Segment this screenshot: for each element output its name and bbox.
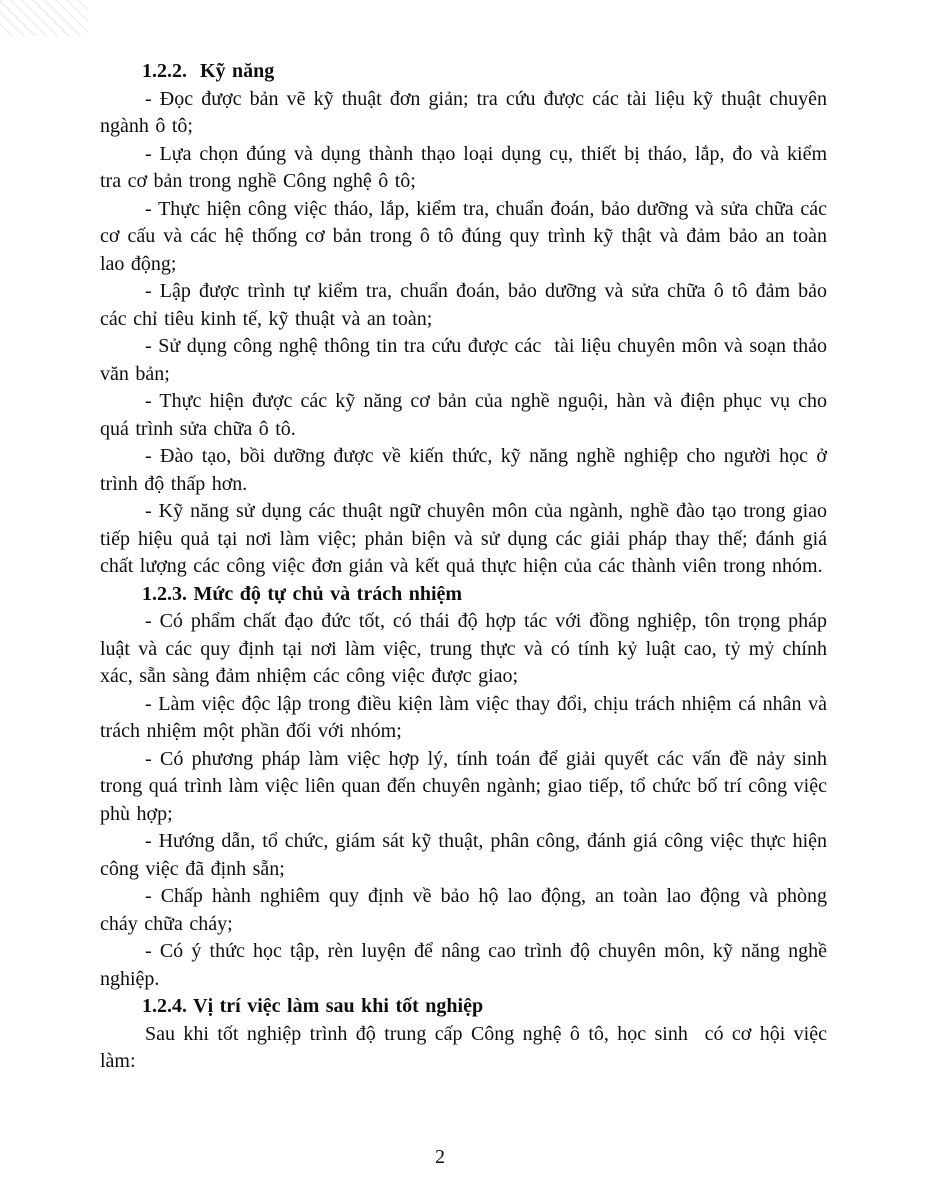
scan-artifact [0,0,88,36]
paragraph: - Đào tạo, bồi dưỡng được về kiến thức, kỹ năng nghề nghiệp cho người học ở trình độ thấp hơn. [100,445,827,495]
section-heading-autonomy-responsibility: 1.2.3. Mức độ tự chủ và trách nhiệm [142,582,463,605]
paragraph: - Kỹ năng sử dụng các thuật ngữ chuyên môn của ngành, nghề đào tạo trong giao tiếp hiệu quả tại nơi làm việc; phản biện và sử dụng các giải pháp thay thế; đánh giá chất lượng các công việc đơn giản và kết quả thực hiện của các thành viên trong nhóm. [100,500,827,577]
paragraph: - Thực hiện được các kỹ năng cơ bản của nghề nguội, hàn và điện phục vụ cho quá trình sửa chữa ô tô. [100,390,827,440]
paragraph: - Có phẩm chất đạo đức tốt, có thái độ hợp tác với đồng nghiệp, tôn trọng pháp luật và các quy định tại nơi làm việc, trung thực và có tính kỷ luật cao, tỷ mỷ chính xác, sẵn sàng đảm nhiệm các công việc được giao; [100,610,827,687]
paragraph: - Lập được trình tự kiểm tra, chuẩn đoán, bảo dưỡng và sửa chữa ô tô đảm bảo các chỉ tiêu kinh tế, kỹ thuật và an toàn; [100,280,827,330]
paragraph: - Lựa chọn đúng và dụng thành thạo loại dụng cụ, thiết bị tháo, lắp, đo và kiểm tra cơ bản trong nghề Công nghệ ô tô; [100,142,827,192]
section-heading-job-positions: 1.2.4. Vị trí việc làm sau khi tốt nghiệp [142,995,484,1017]
paragraph: - Hướng dẫn, tổ chức, giám sát kỹ thuật, phân công, đánh giá công việc thực hiện công việc đã định sẵn; [100,830,827,880]
paragraph: - Chấp hành nghiêm quy định về bảo hộ lao động, an toàn lao động và phòng cháy chữa cháy; [100,885,827,935]
paragraph: - Đọc được bản vẽ kỹ thuật đơn giản; tra cứu được các tài liệu kỹ thuật chuyên ngành ô tô; [100,87,827,137]
section-heading-skills: 1.2.2. Kỹ năng [142,60,275,82]
paragraph: - Có ý thức học tập, rèn luyện để nâng cao trình độ chuyên môn, kỹ năng nghề nghiệp. [100,940,827,990]
paragraph: - Thực hiện công việc tháo, lắp, kiểm tra, chuẩn đoán, bảo dưỡng và sửa chữa các cơ cấu và các hệ thống cơ bản trong ô tô đúng quy trình kỹ thật và đảm bảo an toàn lao động; [100,197,827,275]
paragraph: - Sử dụng công nghệ thông tin tra cứu được các tài liệu chuyên môn và soạn thảo văn bản; [100,335,827,385]
paragraph: - Có phương pháp làm việc hợp lý, tính toán để giải quyết các vấn đề nảy sinh trong quá trình làm việc liên quan đến chuyên ngành; giao tiếp, tổ chức bố trí công việc phù hợp; [100,747,827,825]
page-content [100,58,827,1076]
page-number: 2 [435,1146,445,1168]
paragraph: - Làm việc độc lập trong điều kiện làm việc thay đổi, chịu trách nhiệm cá nhân và trách nhiệm một phần đối với nhóm; [100,692,827,742]
paragraph: Sau khi tốt nghiệp trình độ trung cấp Công nghệ ô tô, học sinh có cơ hội việc làm: [100,1022,827,1072]
